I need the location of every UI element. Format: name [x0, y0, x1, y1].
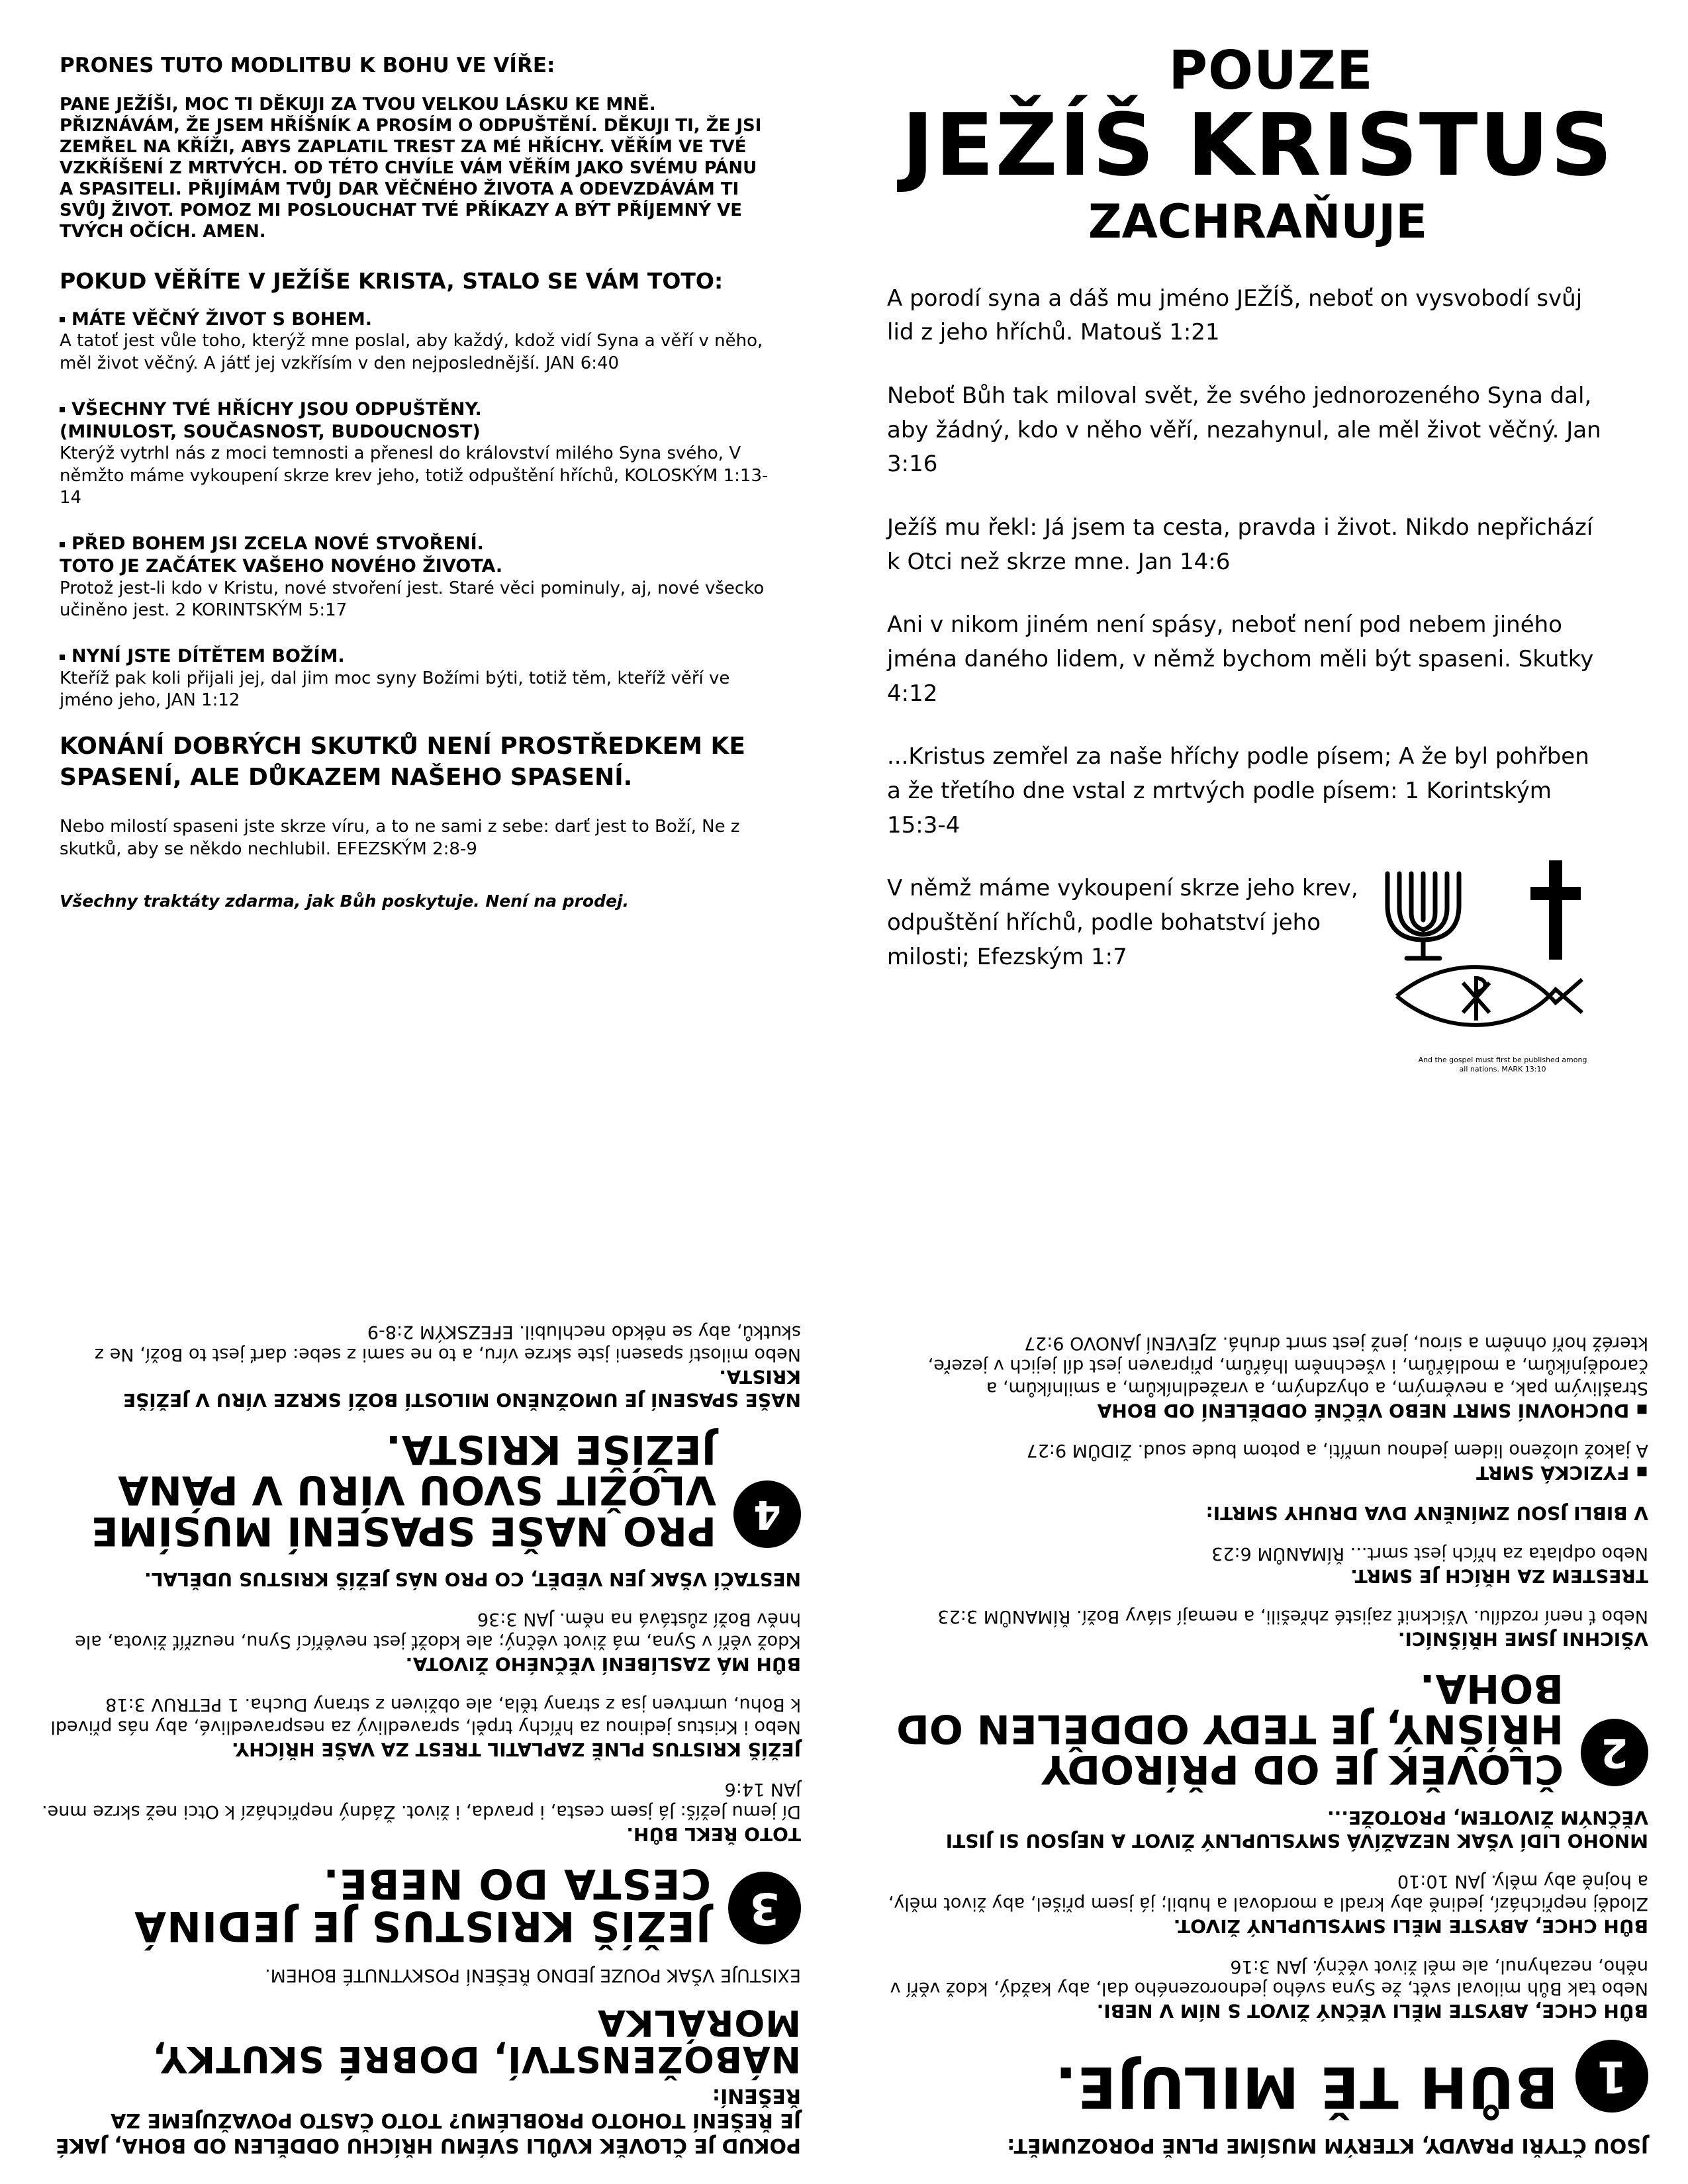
point-2-item-text: Nebo odplata za hřích jest smrt... ŘÍMANŮM 6:23 — [1211, 1543, 1648, 1565]
verse-item: ...Kristus zemřel za naše hříchy podle písem; A že byl pohřben a že třetího dne vstal z mrtvých podle písem: 1 Korintským 15:3-4 — [887, 743, 1589, 839]
chi-rho-icon — [1463, 976, 1489, 1021]
point-2-item-heading: TRESTEM ZA HŘÍCH JE SMRT. — [1350, 1565, 1648, 1588]
point-1-item-heading: BŮH CHCE, ABYSTE MĚLI SMYSLUPLNÝ ŽIVOT. — [1173, 1915, 1648, 1937]
point-number-badge: 4 — [733, 1480, 801, 1548]
point-1-item-text: Nebo tak Bůh miloval svět, že Syna svého jednorozeného dal, aby každý, kdož věří v něho, nezahynul, ale měl život věčný. JAN 3:16 — [890, 1956, 1648, 1999]
point-2-item-heading: VŠICHNI JSME HŘÍŠNÍCI. — [1397, 1627, 1648, 1650]
bullet-icon — [60, 407, 65, 412]
belief-block-heading: MÁTE VĚČNÝ ŽIVOT S BOHEM. — [71, 308, 372, 330]
point-1-title: BŮH TĚ MILUJE. — [1054, 2054, 1558, 2120]
point-3-item-heading: JEŽÍŠ KRISTUS PLNĚ ZAPLATIL TREST ZA VAŠE HŘÍCHY. — [231, 1738, 801, 1760]
point-2-item-heading: V BIBLI JSOU ZMÍNĚNY DVA DRUHY SMRTI: — [1205, 1502, 1648, 1525]
belief-block — [60, 645, 781, 711]
efezskym-verse: Nebo milostí spaseni jste skrze víru, a to ne sami z sebe: darť jest to Boží, Ne z skutků, aby se někdo nechlubil. EFEZSKÝM 2:8-9 — [60, 817, 740, 859]
point-3-title: JEŽÍŠ KRISTUS JE JEDINÁ CESTA DO NEBE. — [134, 1860, 711, 1950]
good-works-statement: KONÁNÍ DOBRÝCH SKUTKŮ NENÍ PROSTŘEDKEM KE SPASENÍ, ALE DŮKAZEM NAŠEHO SPASENÍ. — [60, 733, 745, 792]
point-4-item-text: Nebo milostí spaseni jste skrze víru, a to ne sami z sebe: darť jest to Boží, Ne z skutků, aby se někdo nechlubil. EFEZSKÝM 2:8-9 — [94, 1322, 801, 1365]
point-3-item-text: Dí jemu Ježíš: Já jsem cesta, i pravda, i život. Žádný nepřichází k Otci než skrze mne. JAN 14:6 — [42, 1779, 801, 1823]
bullet-icon — [60, 317, 65, 322]
point-2-item-text: Nebo ť není rozdílu. Všickniť zajisté zhřešili, a nemají slávy Boží. ŘÍMANŮM 3:23 — [937, 1606, 1648, 1627]
belief-block-heading: NYNÍ JSTE DÍTĚTEM BOŽÍM. — [71, 646, 345, 667]
points-3-4-panel — [40, 1125, 801, 2158]
menorah-icon — [1387, 874, 1459, 958]
point-3-item-text: Kdož věří v Syna, má život věčný; ale kdožť jest nevěřící Synu, neuzříť života, ale hněv Boží zůstává na něm. JAN 3:36 — [75, 1609, 801, 1653]
point-1-header — [880, 2040, 1648, 2120]
point-3-item-text: Nebo i Kristus jedinou za hříchy trpěl, spravedlivý za nespravedlivé, aby nás přivedl k Bohu, umrtven jsa z strany těla, ale obživen z strany Ducha. 1 PETRUV 3:18 — [50, 1694, 801, 1737]
point-2-item-heading: ▪ DUCHOVNÍ SMRT NEBO VĚČNÉ ODDĚLENÍ OD BOHA — [1097, 1399, 1648, 1422]
point-4-item-heading: NAŠE SPASENÍ JE UMOŽNĚNO MILOSTÍ BOŽÍ SKRZE VÍRU V JEŽÍŠE KRISTA. — [122, 1366, 801, 1412]
belief-block-heading2: (MINULOST, SOUČASNOST, BUDOUCNOST) — [60, 421, 481, 442]
belief-block-text: Kterýž vytrhl nás z moci temnosti a přenesl do království milého Syna svého, V němžto máme vykoupení skrze krev jeho, totiž odpuštění hříchů, KOLOSKÝM 1:13-14 — [60, 443, 769, 508]
belief-block — [60, 398, 781, 509]
point-number-badge: 1 — [1575, 2040, 1648, 2113]
verse-item: V němž máme vykoupení skrze jeho krev, odpuštění hříchů, podle bohatství jeho milosti; Efezským 1:7 — [887, 875, 1358, 970]
point-4-header — [40, 1426, 801, 1554]
title-line-1: POUZE — [1168, 40, 1374, 101]
belief-block-text: Protož jest-li kdo v Kristu, nové stvoření jest. Staré věci pominuly, aj, nové všecko učiněno jest. 2 KORINTSKÝM 5:17 — [60, 578, 765, 620]
prayer-heading: PRONES TUTO MODLITBU K BOHU VE VÍŘE: — [60, 54, 555, 77]
ichthys-fish-icon — [1397, 967, 1582, 1025]
points-1-2-panel — [880, 1125, 1648, 2158]
point-number-badge: 3 — [728, 1872, 801, 1944]
point-3-item-heading: BŮH MÁ ZASLÍBENÍ VĚČNÉHO ŽIVOTA. — [405, 1653, 801, 1676]
point-2-item-heading: ▪ FYZICKÁ SMRT — [1476, 1462, 1648, 1484]
point-2-title: ČLOVĚK JE OD PŘÍRODY HŘÍŠNÝ, JE TEDY ODDĚLEN OD BOHA. — [896, 1665, 1564, 1793]
faith-emblem — [1383, 847, 1622, 1085]
point-1-item-text: Zloděj nepřichází, jedině aby kradl a mordoval a hubil; já jsem přišel, aby život měly, a hojně aby měly. JAN 10:10 — [888, 1871, 1648, 1914]
belief-block-text: Kteříž pak koli přijali jej, dal jim moc syny Božími býti, totiž těm, kteříž věří ve jméno jeho, JAN 1:12 — [60, 668, 730, 711]
point-3-header — [40, 1860, 801, 1950]
point-4-title: PRO NAŠE SPASENÍ MUSÍME VLOŽIT SVOU VÍRU V PÁNA JEŽÍŠE KRISTA. — [91, 1426, 716, 1554]
verse-item: A porodí syna a dáš mu jméno JEŽÍŠ, neboť on vysvobodí svůj lid z jeho hříchů. Matouš 1:21 — [887, 285, 1583, 346]
point-2-item-text: Strašlivým pak, a nevěrným, a ohyzdným, a vražedlníkům, a smilníkům, a čarodějníkům, a modlářům, i všechněm lhářům, připraven jest díl jejich v jezeře, kteréž hoří ohněm a sirou, jenž jest smrt druhá. ZJEVENÍ JANOVO 9:27 — [927, 1333, 1648, 1398]
verse-item: Ani v nikom jiném není spásy, neboť není pod nebem jiného jména daného lidem, v němž bychom měli být spaseni. Skutky 4:12 — [887, 612, 1594, 707]
verse-item: Neboť Bůh tak miloval svět, že svého jednorozeného Syna dal, aby žádný, kdo v něho věří, nezahynul, ale měl život věčný. Jan 3:16 — [887, 382, 1601, 478]
title-section — [887, 40, 1628, 1099]
four-truths-intro: JSOU ČTYŘI PRAVDY, KTERÝM MUSÍME PLNĚ POROZUMĚT: — [1007, 2134, 1648, 2157]
point-3-item-heading: NESTAČÍ VŠAK JEN VĚDĚT, CO PRO NÁS JEŽÍŠ KRISTUS UDĚLAL. — [144, 1568, 801, 1590]
cross-icon — [1530, 860, 1581, 960]
point-number-badge: 2 — [1581, 1719, 1648, 1787]
title-line-2: JEŽÍŠ KRISTUS — [902, 95, 1614, 195]
belief-subheading: POKUD VĚŘÍTE V JEŽÍŠE KRISTA, STALO SE VÁM TOTO: — [60, 267, 724, 294]
title-line-3: ZACHRAŇUJE — [1088, 194, 1428, 249]
verse-item: Ježíš mu řekl: Já jsem ta cesta, pravda i život. Nikdo nepřichází k Otci než skrze mne. Jan 14:6 — [887, 514, 1593, 575]
solution-note: EXISTUJE VŠAK POUZE JEDNO ŘEŠENÍ POSKYTNUTÉ BOHEM. — [265, 1965, 801, 1986]
point-1-item-heading: BŮH CHCE, ABYSTE MĚLI VĚČNÝ ŽIVOT S NÍM V NEBI. — [1096, 2000, 1648, 2023]
belief-block — [60, 533, 781, 621]
point-2-item-text: A jakož uloženo lidem jednou umříti, a potom bude soud. ŽIDŮM 9:27 — [1026, 1440, 1648, 1461]
belief-block — [60, 308, 781, 375]
free-tracts-footer: Všechny traktáty zdarma, jak Bůh poskytuje. Není na prodej. — [60, 891, 630, 911]
belief-block-heading2: TOTO JE ZAČÁTEK VAŠEHO NOVÉHO ŽIVOTA. — [60, 555, 503, 576]
prayer-text: PANE JEŽÍŠI, MOC TI DĚKUJI ZA TVOU VELKOU LÁSKU KE MNĚ. PŘIZNÁVÁM, ŽE JSEM HŘÍŠNÍK A PROSÍM O ODPUŠTĚNÍ. DĚKUJI TI, ŽE JSI ZEMŘEL NA KŘÍŽI, ABYS ZAPLATIL TREST ZA MÉ HŘÍCHY. VĚŘÍM VE TVÉ VZKŘÍŠENÍ Z MRTVÝCH. OD TÉTO CHVÍLE VÁM VĚŘÍM JAKO SVÉMU PÁNU A SPASITELI. PŘIJÍMÁM TVŮJ DAR VĚČNÉHO ŽIVOTA A ODEVZDÁVÁM TI SVŮJ ŽIVOT. POMOZ MI POSLOUCHAT TVÉ PŘÍKAZY A BÝT PŘÍJEMNÝ VE TVÝCH OČÍCH. AMEN. — [60, 94, 762, 242]
belief-block-heading: VŠECHNY TVÉ HŘÍCHY JSOU ODPUŠTĚNY. — [71, 398, 482, 420]
prayer-section — [60, 53, 781, 1032]
solution-question: POKUD JE ČLOVĚK KVŮLI SVÉMU HŘÍCHU ODDĚLEN OD BOHA, JAKÉ JE ŘEŠENÍ TOHOTO PROBLÉMU? TOTO ČASTO POVAŽUJEME ZA ŘEŠENÍ: — [55, 2084, 801, 2157]
point-1-item-heading: MNOHO LIDÍ VŠAK NEZAŽÍVÁ SMYSLUPLNÝ ŽIVOT A NEJSOU SI JISTI VĚČNÝM ŽIVOTEM, PROTOŽE... — [945, 1807, 1648, 1852]
belief-block-text: A tatoť jest vůle toho, kterýž mne poslal, aby každý, kdož vidí Syna a věří v něho, měl život věčný. A játť jej vzkřísím v den nejposlednější. JAN 6:40 — [60, 331, 763, 373]
solution-options: NÁBOŽENSTVÍ, DOBRÉ SKUTKY, MORÁLKA — [152, 2002, 801, 2081]
bullet-icon — [60, 542, 65, 547]
belief-block-heading: PŘED BOHEM JSI ZCELA NOVÉ STVOŘENÍ. — [71, 533, 484, 555]
point-3-item-heading: TOTO ŘEKL BŮH. — [626, 1823, 801, 1846]
point-2-header — [880, 1665, 1648, 1793]
bullet-icon — [60, 655, 65, 660]
mark-verse-note: And the gospel must first be published among all nations. MARK 13:10 — [1418, 1056, 1587, 1074]
